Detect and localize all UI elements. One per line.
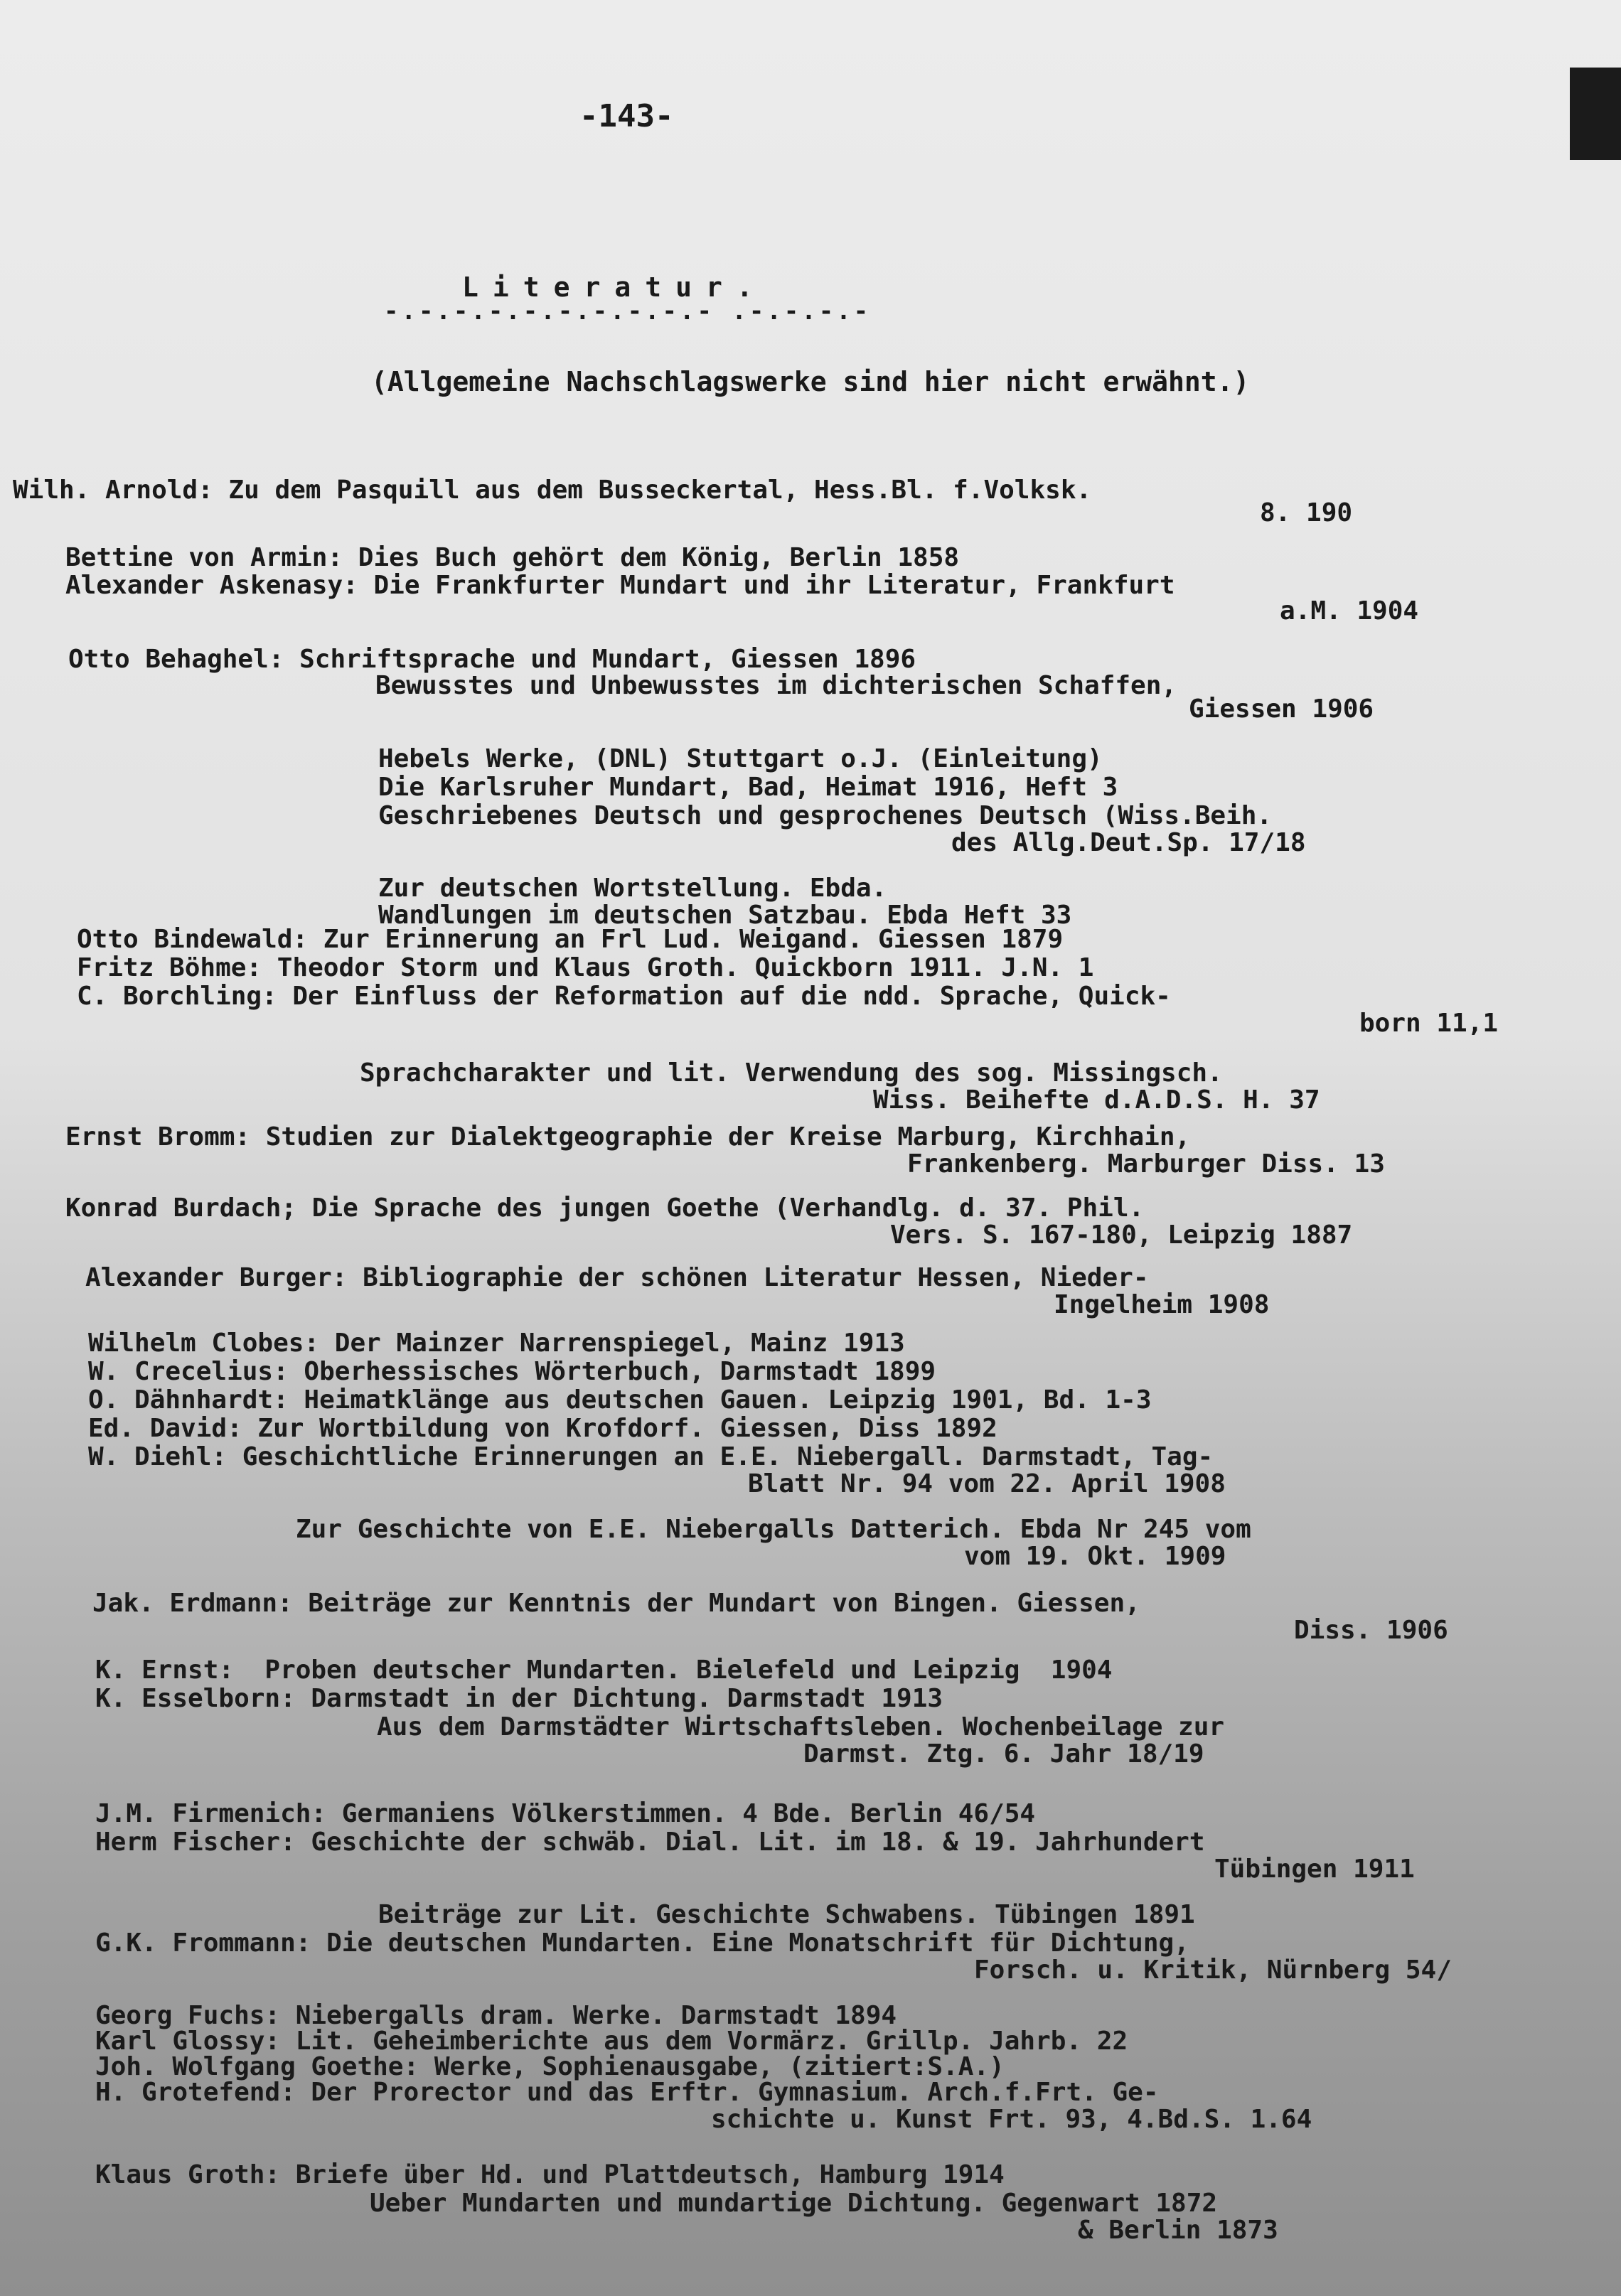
bibliography-line: Ueber Mundarten und mundartige Dichtung. Gegenwart 1872: [370, 2189, 1218, 2218]
bibliography-line: Tübingen 1911: [1214, 1855, 1415, 1884]
bibliography-line: K. Esselborn: Darmstadt in der Dichtung. Darmstadt 1913: [95, 1684, 943, 1713]
bibliography-line: Jak. Erdmann: Beiträge zur Kenntnis der Mundart von Bingen. Giessen,: [92, 1589, 1140, 1618]
bibliography-line: Sprachcharakter und lit. Verwendung des sog. Missingsch.: [360, 1058, 1223, 1088]
bibliography-line: Ernst Bromm: Studien zur Dialektgeographie der Kreise Marburg, Kirchhain,: [65, 1122, 1191, 1152]
bibliography-line: Wilhelm Clobes: Der Mainzer Narrenspiegel, Mainz 1913: [88, 1329, 905, 1358]
bibliography-line: Wiss. Beihefte d.A.D.S. H. 37: [873, 1085, 1320, 1115]
bibliography-line: G.K. Frommann: Die deutschen Mundarten. Eine Monatschrift für Dichtung,: [95, 1928, 1189, 1958]
bibliography-line: Vers. S. 167-180, Leipzig 1887: [890, 1221, 1353, 1250]
bibliography-line: Giessen 1906: [1189, 694, 1374, 724]
bibliography-line: Alexander Burger: Bibliographie der schönen Literatur Hessen, Nieder-: [85, 1263, 1149, 1292]
bibliography-line: Forsch. u. Kritik, Nürnberg 54/: [974, 1956, 1452, 1985]
bibliography-line: Georg Fuchs: Niebergalls dram. Werke. Darmstadt 1894: [95, 2001, 897, 2030]
bibliography-line: Otto Behaghel: Schriftsprache und Mundart, Giessen 1896: [68, 645, 916, 674]
bibliography-line: & Berlin 1873: [1078, 2216, 1278, 2245]
bibliography-line: Beiträge zur Lit. Geschichte Schwabens. Tübingen 1891: [378, 1900, 1195, 1929]
bibliography-line: schichte u. Kunst Frt. 93, 4.Bd.S. 1.64: [711, 2105, 1312, 2134]
bibliography-line: a.M. 1904: [1280, 596, 1419, 626]
bibliography-line: O. Dähnhardt: Heimatklänge aus deutschen Gauen. Leipzig 1901, Bd. 1-3: [88, 1385, 1152, 1415]
bibliography-line: Wilh. Arnold: Zu dem Pasquill aus dem Busseckertal, Hess.Bl. f.Volksk.: [13, 476, 1092, 505]
bibliography-line: W. Crecelius: Oberhessisches Wörterbuch, Darmstadt 1899: [88, 1357, 936, 1386]
bibliography-line: Klaus Groth: Briefe über Hd. und Plattdeutsch, Hamburg 1914: [95, 2160, 1005, 2189]
bibliography-line: Ed. David: Zur Wortbildung von Krofdorf. Giessen, Diss 1892: [88, 1414, 997, 1443]
bibliography-line: Bettine von Armin: Dies Buch gehört dem König, Berlin 1858: [65, 543, 960, 572]
bibliography-line: Aus dem Darmstädter Wirtschaftsleben. Wochenbeilage zur: [377, 1712, 1225, 1742]
bibliography-line: Blatt Nr. 94 vom 22. April 1908: [748, 1469, 1226, 1498]
bibliography-line: des Allg.Deut.Sp. 17/18: [951, 828, 1306, 857]
bibliography-line: Bewusstes und Unbewusstes im dichterischen Schaffen,: [375, 671, 1177, 700]
bibliography-line: Ingelheim 1908: [1054, 1290, 1270, 1319]
bibliography-line: Alexander Askenasy: Die Frankfurter Mundart und ihr Literatur, Frankfurt: [65, 571, 1175, 600]
bibliography-line: Geschriebenes Deutsch und gesprochenes Deutsch (Wiss.Beih.: [378, 801, 1273, 830]
bibliography-line: Zur Geschichte von E.E. Niebergalls Datterich. Ebda Nr 245 vom: [296, 1515, 1251, 1544]
bibliography-line: Karl Glossy: Lit. Geheimberichte aus dem Vormärz. Grillp. Jahrb. 22: [95, 2027, 1128, 2056]
page-number: -143-: [579, 98, 674, 134]
bibliography-line: 8. 190: [1260, 498, 1353, 527]
bibliography-line: C. Borchling: Der Einfluss der Reformation auf die ndd. Sprache, Quick-: [77, 982, 1171, 1011]
bibliography-line: Otto Bindewald: Zur Erinnerung an Frl Lud. Weigand. Giessen 1879: [77, 925, 1064, 954]
intro-note: (Allgemeine Nachschlagswerke sind hier nicht erwähnt.): [371, 366, 1250, 397]
bibliography-line: Diss. 1906: [1294, 1616, 1448, 1645]
bibliography-line: Darmst. Ztg. 6. Jahr 18/19: [803, 1739, 1204, 1769]
page-edge-tab: [1570, 68, 1621, 160]
bibliography-line: Joh. Wolfgang Goethe: Werke, Sophienausgabe, (zitiert:S.A.): [95, 2052, 1005, 2081]
title-underline: -.-.-.-.-.-.-.-.-.- .-.-.-.-: [384, 297, 872, 326]
bibliography-line: Konrad Burdach; Die Sprache des jungen Goethe (Verhandlg. d. 37. Phil.: [65, 1193, 1145, 1223]
bibliography-line: K. Ernst: Proben deutscher Mundarten. Bielefeld und Leipzig 1904: [95, 1656, 1113, 1685]
bibliography-line: born 11,1: [1359, 1009, 1499, 1038]
bibliography-line: Die Karlsruher Mundart, Bad, Heimat 1916, Heft 3: [378, 773, 1118, 802]
bibliography-line: Fritz Böhme: Theodor Storm und Klaus Groth. Quickborn 1911. J.N. 1: [77, 953, 1094, 982]
bibliography-line: J.M. Firmenich: Germaniens Völkerstimmen. 4 Bde. Berlin 46/54: [95, 1799, 1036, 1828]
bibliography-line: vom 19. Okt. 1909: [964, 1542, 1226, 1571]
page-title: Literatur.: [462, 272, 767, 303]
bibliography-line: Wandlungen im deutschen Satzbau. Ebda Heft 33: [378, 901, 1072, 930]
bibliography-line: Zur deutschen Wortstellung. Ebda.: [378, 874, 887, 903]
bibliography-line: H. Grotefend: Der Prorector und das Erftr. Gymnasium. Arch.f.Frt. Ge-: [95, 2078, 1159, 2107]
bibliography-line: Hebels Werke, (DNL) Stuttgart o.J. (Einleitung): [378, 744, 1103, 773]
bibliography-line: W. Diehl: Geschichtliche Erinnerungen an E.E. Niebergall. Darmstadt, Tag-: [88, 1442, 1214, 1471]
bibliography-line: Herm Fischer: Geschichte der schwäb. Dial. Lit. im 18. & 19. Jahrhundert: [95, 1828, 1205, 1857]
bibliography-line: Frankenberg. Marburger Diss. 13: [907, 1149, 1385, 1179]
